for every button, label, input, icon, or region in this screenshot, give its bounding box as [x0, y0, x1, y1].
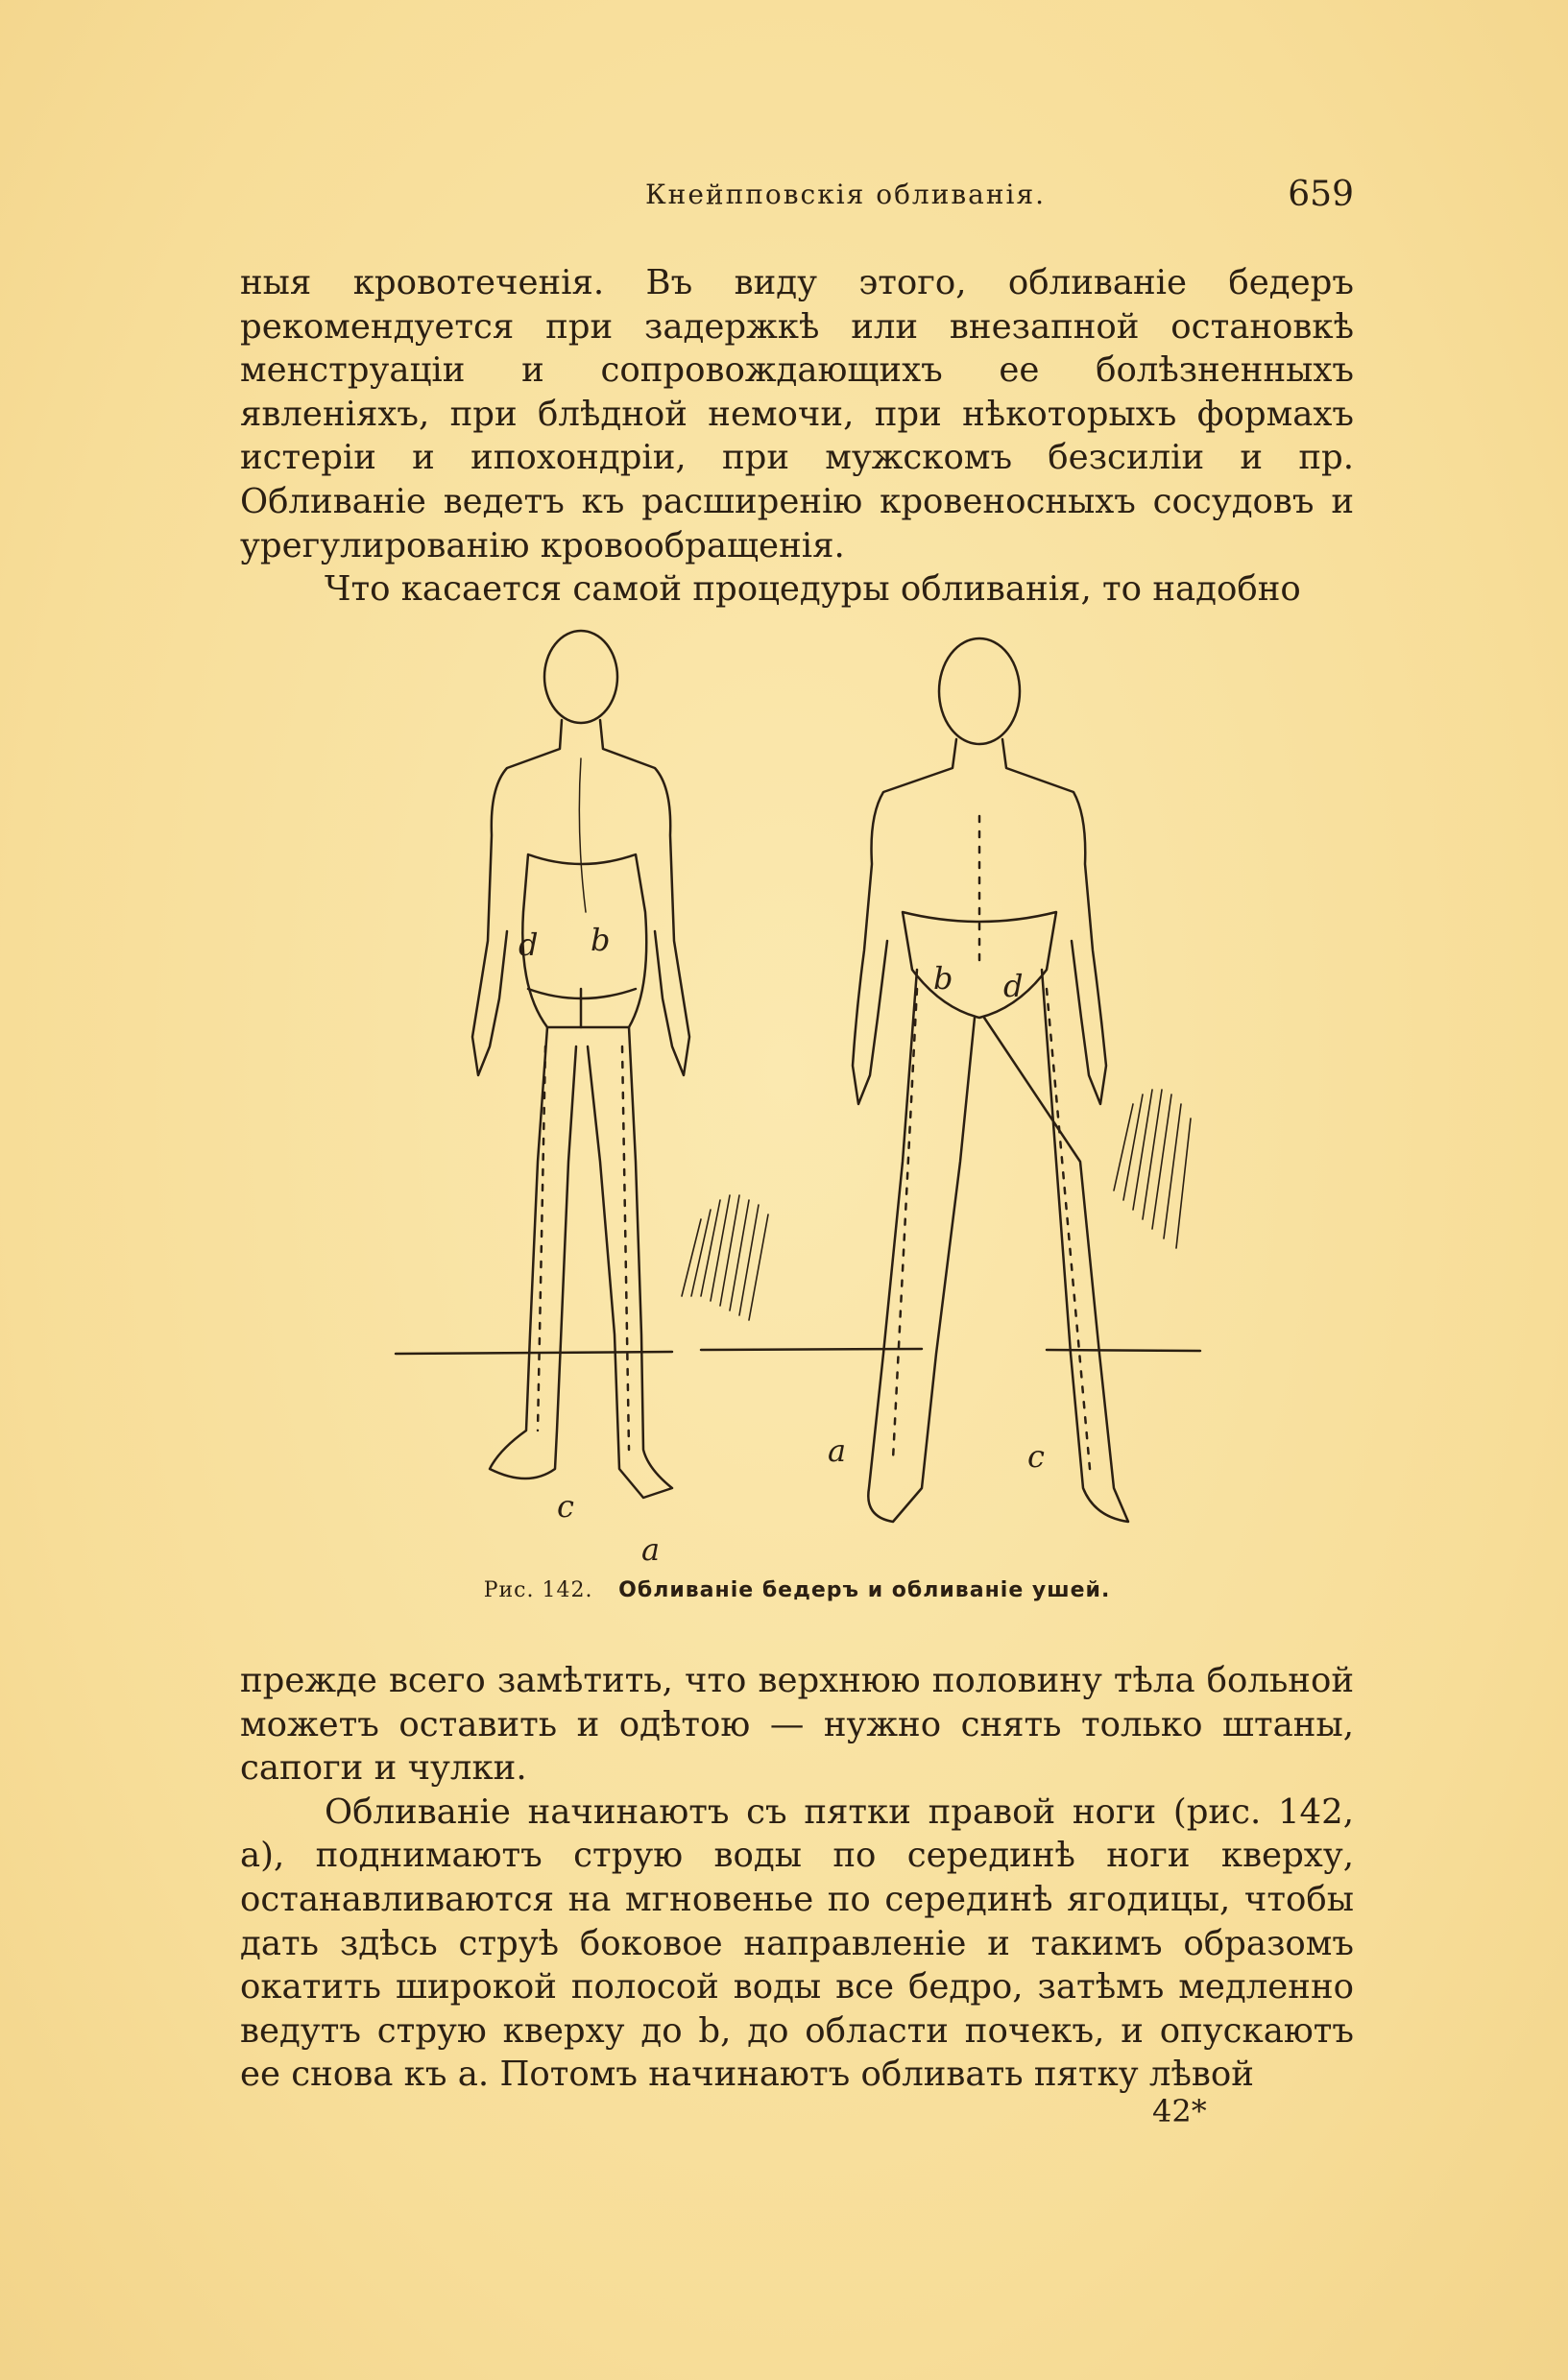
top-text-block [240, 261, 1354, 612]
figure-caption [240, 1578, 1354, 1602]
paragraph: прежде всего замѣтить, что верхнюю половину тѣла больной можетъ оставить и одѣтою — нужно снять только штаны, сапоги и чулки. [240, 1661, 1354, 1789]
shadow-hatching [682, 1090, 1191, 1320]
marker-label: a [828, 1432, 847, 1469]
marker-label: a [641, 1531, 661, 1568]
paragraph: Что касается самой процедуры обливанія, то надобно [325, 569, 1301, 610]
marker-label: c [557, 1488, 574, 1525]
page-number: 659 [1288, 175, 1354, 214]
signature-mark: 42* [1152, 2093, 1207, 2129]
marker-label: c [1027, 1438, 1045, 1475]
running-title: Кнейпповскія обливанія. [645, 179, 1047, 210]
marker-label: d [1003, 968, 1024, 1004]
ground-line [396, 1349, 1200, 1354]
marker-label: d [519, 926, 539, 963]
marker-label: b [591, 922, 611, 958]
figure-illustration [384, 624, 1219, 1575]
figure-caption-text: Обливаніе бедеръ и обливаніе ушей. [618, 1578, 1111, 1602]
marker-label: b [933, 960, 953, 997]
bottom-text-block [240, 1659, 1354, 2097]
paragraph: Обливаніе начинаютъ съ пятки правой ноги (рис. 142, а), поднимаютъ струю воды по серединѣ ноги кверху, останавливаются на мгновенье по серединѣ ягодицы, чтобы дать здѣсь струѣ боковое направленіе и такимъ образомъ окатить широкой полосой воды все бедро, затѣмъ медленно ведутъ струю кверху до b, до области почекъ, и опускаютъ ее снова къ а. Потомъ начинаютъ обливать пятку лѣвой [240, 1791, 1354, 2095]
running-head [240, 175, 1354, 223]
figure-drawing [384, 624, 1219, 1575]
figure-label: Рис. 142. [483, 1578, 593, 1602]
front-figure [853, 638, 1128, 1522]
paragraph: ныя кровотеченія. Въ виду этого, обливаніе бедеръ рекомендуется при задержкѣ или внезапной остановкѣ менструаціи и сопровождающихъ ее болѣзненныхъ явленіяхъ, при блѣдной немочи, при нѣкоторыхъ формахъ истеріи и ипохондріи, при мужскомъ безсиліи и пр. Обливаніе ведетъ къ расширенію кровеносныхъ сосудовъ и урегулированію кровообращенія. [240, 263, 1354, 565]
back-figure [472, 631, 689, 1498]
